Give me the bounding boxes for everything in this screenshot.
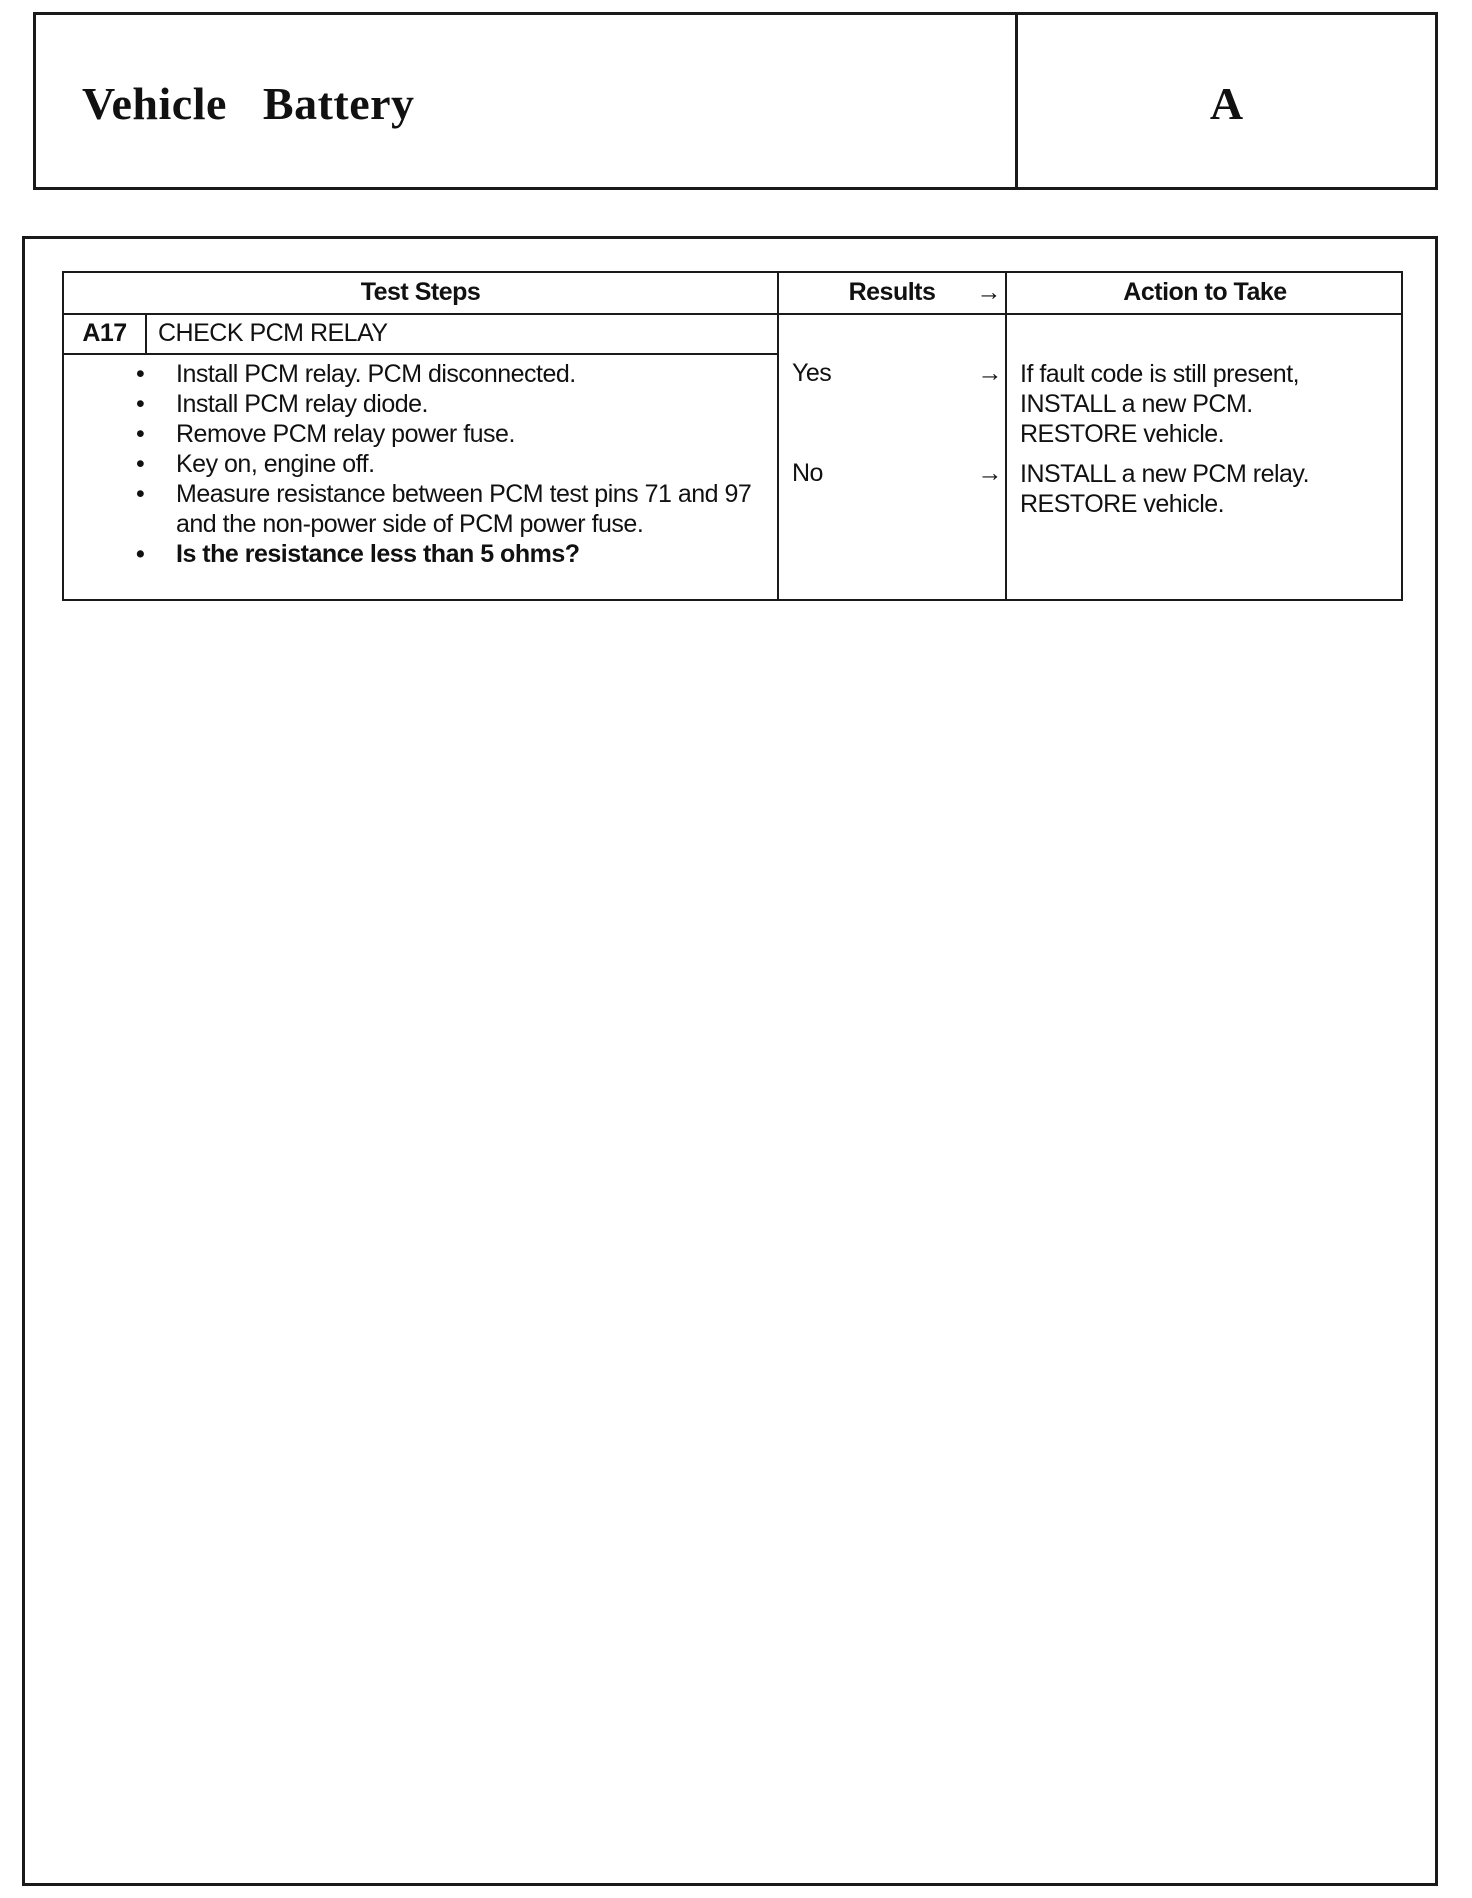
step-title: CHECK PCM RELAY — [158, 319, 388, 347]
column-header-action: Action to Take — [1123, 278, 1287, 306]
results-header-label: Results — [848, 278, 936, 306]
list-item: • Measure resistance between PCM test pins 71 and 97 and the non-power side of PCM power fuse. — [136, 479, 756, 539]
step-id: A17 — [82, 319, 127, 347]
list-item: • Install PCM relay. PCM disconnected. — [136, 359, 756, 389]
action-line: INSTALL a new PCM relay. — [1020, 460, 1310, 488]
action-line: RESTORE vehicle. — [1020, 490, 1225, 518]
column-divider — [1005, 273, 1007, 599]
column-header-results — [779, 278, 1005, 307]
result-yes — [792, 359, 1002, 388]
page-header — [33, 12, 1438, 190]
list-item: • Key on, engine off. — [136, 449, 756, 479]
header-row-divider — [64, 313, 1401, 315]
result-label: Yes — [792, 359, 832, 387]
action-yes — [1020, 359, 1390, 449]
list-item: • Install PCM relay diode. — [136, 389, 756, 419]
page-title: Vehicle Battery — [82, 78, 415, 129]
arrow-right-icon: → — [977, 359, 1002, 387]
action-line: If fault code is still present, — [1020, 360, 1300, 388]
step-id-divider — [145, 313, 147, 355]
test-procedure-table — [62, 271, 1403, 601]
result-no — [792, 459, 1002, 488]
step-instructions — [136, 359, 756, 569]
section-letter: A — [1209, 78, 1244, 129]
result-label: No — [792, 459, 823, 487]
arrow-right-icon: → — [976, 278, 1001, 306]
action-line: RESTORE vehicle. — [1020, 420, 1225, 448]
step-question: • Is the resistance less than 5 ohms? — [136, 539, 756, 569]
list-item: • Remove PCM relay power fuse. — [136, 419, 756, 449]
step-title-divider — [64, 353, 779, 355]
column-divider — [777, 273, 779, 599]
column-header-test-steps: Test Steps — [360, 278, 481, 306]
action-line: INSTALL a new PCM. — [1020, 390, 1253, 418]
action-no — [1020, 459, 1390, 519]
arrow-right-icon: → — [977, 459, 1002, 487]
